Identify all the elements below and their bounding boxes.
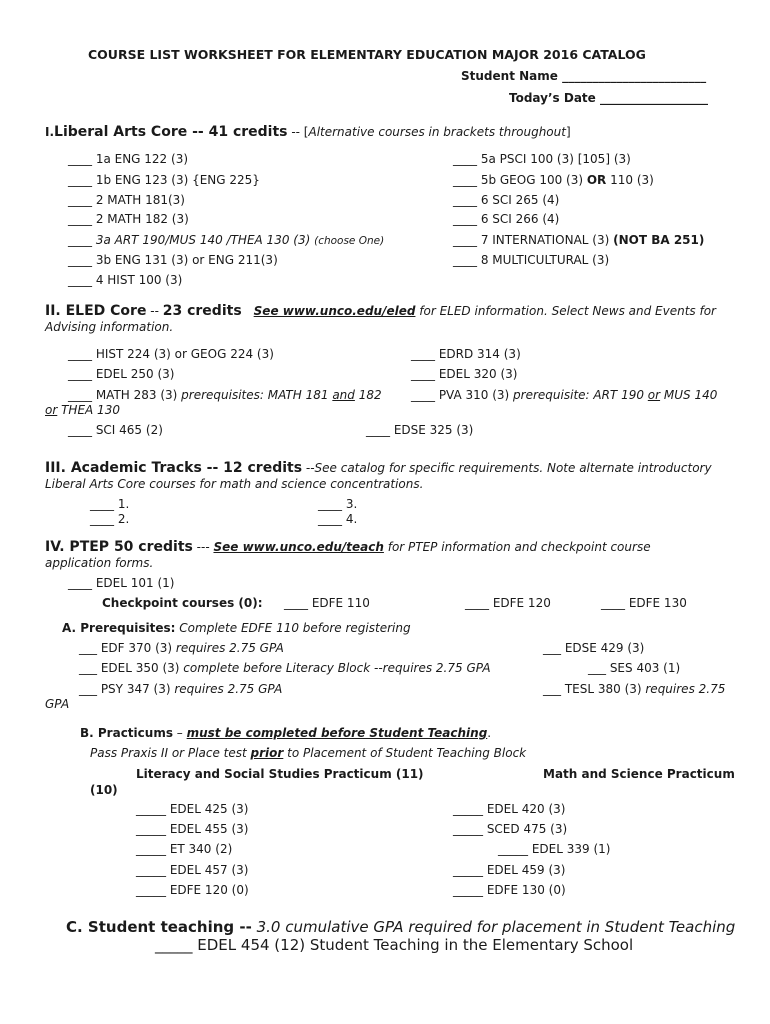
student-name-field[interactable]: Student Name ________________________ xyxy=(461,69,707,83)
tesl380-b: requires 2.75 xyxy=(645,682,726,696)
course-line-psy347[interactable] xyxy=(79,682,282,697)
lit-course-edel457[interactable]: _____ EDEL 457 (3) xyxy=(136,863,249,877)
course-line-edse325[interactable]: ____ EDSE 325 (3) xyxy=(366,423,474,437)
course-line-edf370[interactable] xyxy=(79,641,284,656)
practicums-title: B. Practicums xyxy=(80,726,173,740)
course-line-ses403[interactable]: ___ SES 403 (1) xyxy=(588,661,681,675)
course-line-1a[interactable]: ____ 1a ENG 122 (3) xyxy=(68,152,189,166)
section-2-info-wrap: Advising information. xyxy=(45,320,174,334)
math-course-sced475[interactable]: _____ SCED 475 (3) xyxy=(453,822,568,836)
course-7-b: (NOT BA 251) xyxy=(613,233,705,247)
section-4-info-wrap: application forms. xyxy=(45,556,154,570)
section-3-heading xyxy=(45,460,712,478)
teach-link[interactable]: See www.unco.edu/teach xyxy=(213,540,384,554)
lit-course-edel425[interactable]: _____ EDEL 425 (3) xyxy=(136,802,249,816)
math-course-edel339[interactable]: _____ EDEL 339 (1) xyxy=(498,842,611,856)
course-line-edel350[interactable] xyxy=(79,661,491,676)
math-course-edel459[interactable]: _____ EDEL 459 (3) xyxy=(453,863,566,877)
choose-one-note: (choose One) xyxy=(314,235,385,247)
page-title: COURSE LIST WORKSHEET FOR ELEMENTARY EDUCATION MAJOR 2016 CATALOG xyxy=(88,47,646,62)
section-1-title: Liberal Arts Core -- 41 credits xyxy=(54,124,288,140)
course-line-6a[interactable]: ____ 6 SCI 265 (4) xyxy=(453,193,560,207)
literacy-practicum-header: Literacy and Social Studies Practicum (11) xyxy=(136,767,424,781)
section-3-note-wrap: Liberal Arts Core courses for math and science concentrations. xyxy=(45,477,424,491)
eled-link[interactable]: See www.unco.edu/eled xyxy=(253,304,416,318)
section-2-credits: 23 credits xyxy=(162,303,242,319)
lit-course-edfe120[interactable]: _____ EDFE 120 (0) xyxy=(136,883,249,897)
course-line-6b[interactable]: ____ 6 SCI 266 (4) xyxy=(453,212,560,226)
course-line-math283[interactable] xyxy=(68,388,382,403)
section-1-close: ] xyxy=(565,125,571,139)
course-line-edel101[interactable]: ____ EDEL 101 (1) xyxy=(68,576,175,590)
todays-date-field[interactable]: Today’s Date __________________ xyxy=(509,91,708,105)
math-course-edfe130[interactable]: _____ EDFE 130 (0) xyxy=(453,883,566,897)
practicums-period: . xyxy=(487,726,492,740)
math-practicum-header: Math and Science Practicum xyxy=(543,767,735,781)
course-5b-b: 110 (3) xyxy=(606,173,654,187)
lit-course-edel455[interactable]: _____ EDEL 455 (3) xyxy=(136,822,249,836)
track-line-4[interactable]: ____ 4. xyxy=(318,512,358,526)
student-teaching-title: C. Student teaching -- xyxy=(66,918,252,936)
course-line-edel320[interactable]: ____ EDEL 320 (3) xyxy=(411,367,518,381)
pva310-a: ____ PVA 310 (3) xyxy=(411,388,514,402)
pva310-b: prerequisite: ART 190 xyxy=(513,388,648,402)
practicums-must: must be completed before Student Teaching xyxy=(186,726,488,740)
blank: ____ xyxy=(68,233,96,247)
course-line-edel454[interactable]: _____ EDEL 454 (12) Student Teaching in the Elementary School xyxy=(155,936,634,954)
prerequisites-note: Complete EDFE 110 before registering xyxy=(175,621,411,635)
edf370-b: requires 2.75 GPA xyxy=(175,641,284,655)
section-4-dash: --- xyxy=(192,540,214,554)
section-1-number: I. xyxy=(45,125,55,139)
section-2-info: for ELED information. Select News and Events for xyxy=(415,304,716,318)
course-line-2b[interactable]: ____ 2 MATH 182 (3) xyxy=(68,212,189,226)
course-3a-text: 3a ART 190/MUS 140 /THEA 130 (3) xyxy=(95,233,315,247)
section-4-title: IV. PTEP 50 credits xyxy=(45,539,193,555)
pva310-or: or xyxy=(647,388,661,402)
course-5b-a: ____ 5b GEOG 100 (3) xyxy=(453,173,587,187)
course-line-hist224[interactable]: ____ HIST 224 (3) or GEOG 224 (3) xyxy=(68,347,274,361)
course-7-a: ____ 7 INTERNATIONAL (3) xyxy=(453,233,614,247)
tesl380-a: ___ TESL 380 (3) xyxy=(543,682,646,696)
section-3-note: --See catalog for specific requirements. Note alternate introductory xyxy=(302,461,712,475)
course-5b-or: OR xyxy=(586,173,607,187)
practicums-heading xyxy=(80,726,491,741)
section-1-dash: -- [ xyxy=(287,125,309,139)
section-4-heading xyxy=(45,539,651,557)
math283-b: prerequisites: MATH 181 xyxy=(181,388,333,402)
course-line-5a[interactable]: ____ 5a PSCI 100 (3) [105] (3) xyxy=(453,152,631,166)
prerequisites-heading xyxy=(62,621,411,636)
edf370-a: ___ EDF 370 (3) xyxy=(79,641,176,655)
course-line-tesl380[interactable] xyxy=(543,682,725,697)
psy347-a: ___ PSY 347 (3) xyxy=(79,682,175,696)
math-practicum-header-wrap: (10) xyxy=(90,783,118,797)
course-line-1b[interactable]: ____ 1b ENG 123 (3) {ENG 225} xyxy=(68,173,260,187)
course-line-edse429[interactable]: ___ EDSE 429 (3) xyxy=(543,641,645,655)
course-line-sci465[interactable]: ____ SCI 465 (2) xyxy=(68,423,163,437)
track-line-2[interactable]: ____ 2. xyxy=(90,512,130,526)
section-1-note: Alternative courses in brackets throughout xyxy=(308,125,566,139)
checkpoint-edfe110[interactable]: ____ EDFE 110 xyxy=(284,596,370,610)
checkpoint-edfe120[interactable]: ____ EDFE 120 xyxy=(465,596,551,610)
checkpoint-edfe130[interactable]: ____ EDFE 130 xyxy=(601,596,687,610)
prerequisites-title: A. Prerequisites: xyxy=(62,621,176,635)
tesl380-wrap: GPA xyxy=(45,697,70,711)
math283-and: and xyxy=(332,388,355,402)
student-teaching-note: 3.0 cumulative GPA required for placement in Student Teaching xyxy=(251,918,736,936)
course-line-edrd314[interactable]: ____ EDRD 314 (3) xyxy=(411,347,521,361)
course-line-3b[interactable]: ____ 3b ENG 131 (3) or ENG 211(3) xyxy=(68,253,278,267)
section-4-info: for PTEP information and checkpoint course xyxy=(383,540,651,554)
math283-c: 182 xyxy=(354,388,382,402)
section-3-title: III. Academic Tracks -- 12 credits xyxy=(45,460,303,476)
lit-course-et340[interactable]: _____ ET 340 (2) xyxy=(136,842,233,856)
praxis-note xyxy=(90,746,526,761)
pva310-wrap-rest: THEA 130 xyxy=(57,403,120,417)
track-line-1[interactable]: ____ 1. xyxy=(90,497,130,511)
checkpoint-label: Checkpoint courses (0): xyxy=(102,596,263,610)
student-teaching-heading xyxy=(66,918,735,937)
pva310-c: MUS 140 xyxy=(660,388,718,402)
course-line-5b[interactable] xyxy=(453,173,654,188)
course-line-2a[interactable]: ____ 2 MATH 181(3) xyxy=(68,193,185,207)
section-2-dash: -- xyxy=(146,304,163,318)
section-2-title: II. ELED Core xyxy=(45,303,147,319)
course-line-8[interactable]: ____ 8 MULTICULTURAL (3) xyxy=(453,253,610,267)
pva310-wrap-or: or xyxy=(45,403,58,417)
math283-a: ____ MATH 283 (3) xyxy=(68,388,182,402)
course-line-7[interactable] xyxy=(453,233,704,248)
praxis-a: Pass Praxis II or Place test xyxy=(90,746,251,760)
praxis-prior: prior xyxy=(250,746,284,760)
course-line-edel250[interactable]: ____ EDEL 250 (3) xyxy=(68,367,175,381)
course-line-4[interactable]: ____ 4 HIST 100 (3) xyxy=(68,273,183,287)
course-line-pva310[interactable] xyxy=(411,388,717,403)
section-1-heading xyxy=(45,124,571,142)
praxis-b: to Placement of Student Teaching Block xyxy=(283,746,527,760)
course-line-3a[interactable] xyxy=(68,233,384,248)
pva310-wrap xyxy=(45,403,120,418)
edel350-a: ___ EDEL 350 (3) xyxy=(79,661,184,675)
section-2-heading xyxy=(45,303,716,321)
track-line-3[interactable]: ____ 3. xyxy=(318,497,358,511)
practicums-dash: – xyxy=(172,726,187,740)
edel350-b: complete before Literacy Block --requires 2.75 GPA xyxy=(183,661,491,675)
math-course-edel420[interactable]: _____ EDEL 420 (3) xyxy=(453,802,566,816)
psy347-b: requires 2.75 GPA xyxy=(174,682,283,696)
